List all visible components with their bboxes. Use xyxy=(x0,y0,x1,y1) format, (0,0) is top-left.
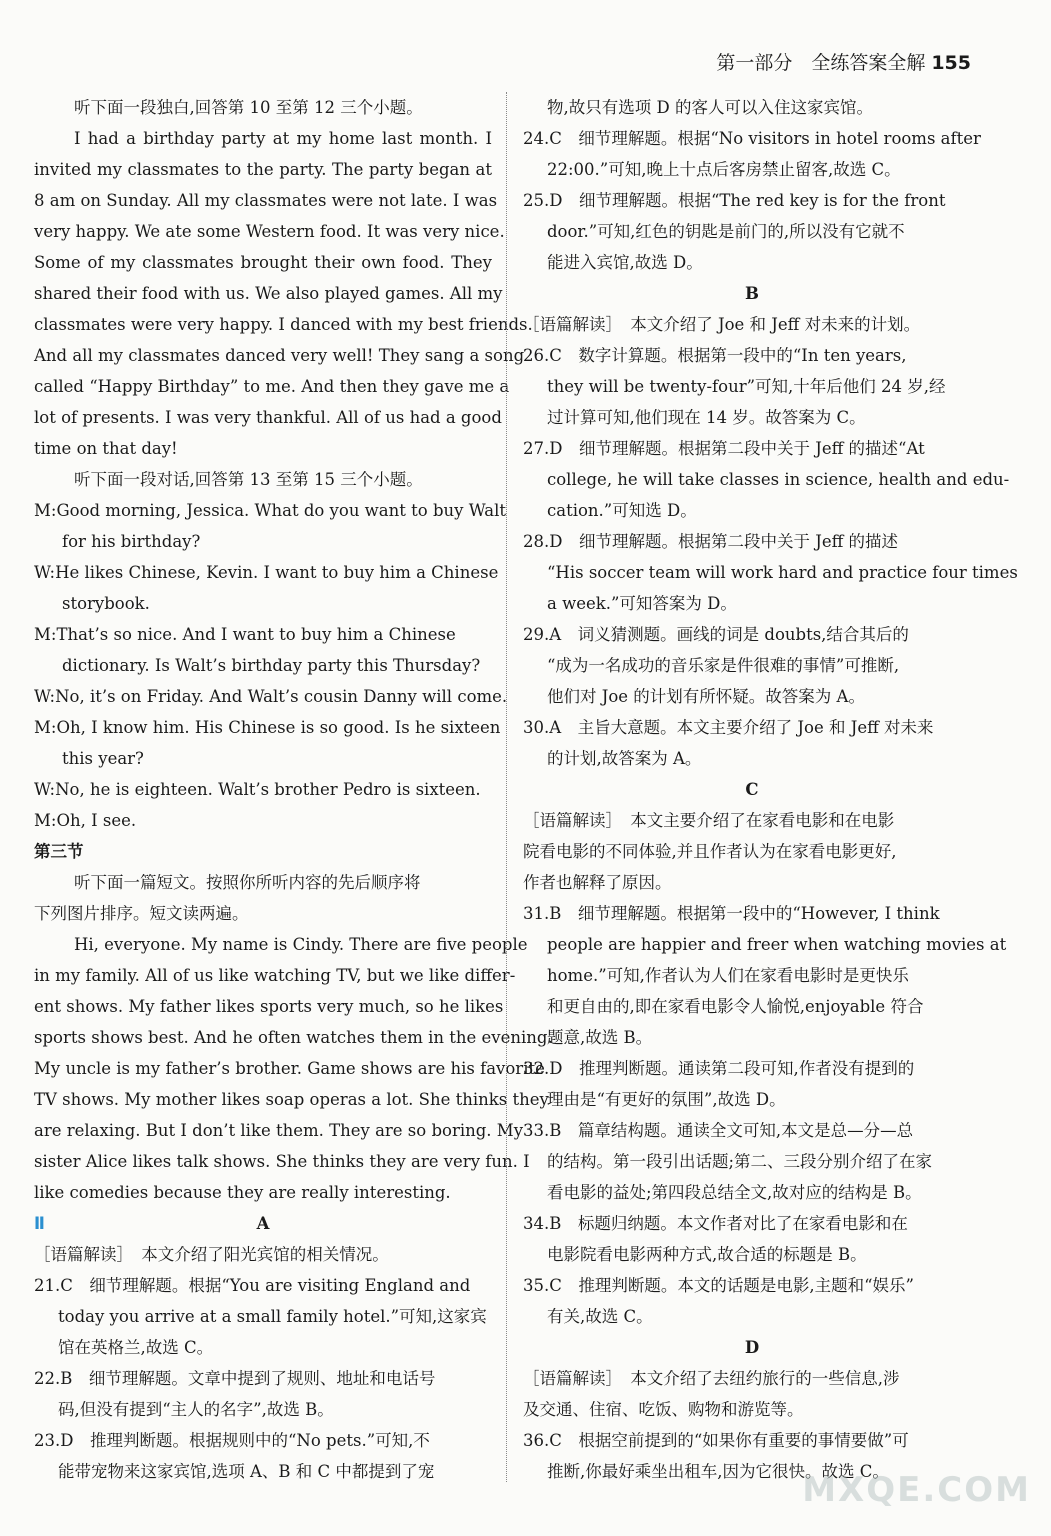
right-column xyxy=(523,92,1018,1487)
text-line xyxy=(34,1363,492,1394)
line-text: classmates were very happy. I danced with my best friends. xyxy=(34,315,533,334)
line-text: sister Alice likes talk shows. She thinks they are very fun. I xyxy=(34,1152,530,1171)
line-text: college, he will take classes in science, health and edu- xyxy=(547,470,1010,489)
text-line xyxy=(34,278,503,309)
text-line xyxy=(34,1115,524,1146)
line-text: 推断,你最好乘坐出租车,因为它很快。故选 C。 xyxy=(547,1462,889,1481)
text-line xyxy=(523,154,981,185)
text-line xyxy=(34,309,533,340)
text-line xyxy=(523,123,981,154)
text-line xyxy=(523,1022,981,1053)
text-line xyxy=(523,402,981,433)
text-line xyxy=(523,1053,981,1084)
line-text: 26.C 数字计算题。根据第一段中的“In ten years, xyxy=(523,346,907,365)
header-section: 第一部分 全练答案全解 xyxy=(716,52,926,74)
line-text: 22:00.”可知,晚上十点后客房禁止留客,故选 C。 xyxy=(547,160,901,179)
text-line xyxy=(523,1177,981,1208)
line-text: 35.C 推理判断题。本文的话题是电影,主题和“娱乐” xyxy=(523,1276,914,1295)
line-text: 的结构。第一段引出话题;第二、三段分别介绍了在家 xyxy=(547,1152,933,1171)
line-text: And all my classmates danced very well! They sang a song xyxy=(34,346,525,365)
text-line xyxy=(34,743,492,774)
text-line xyxy=(34,805,492,836)
text-line xyxy=(523,92,981,123)
text-line xyxy=(34,681,508,712)
text-line xyxy=(523,588,981,619)
line-text: 25.D 细节理解题。根据“The red key is for the front xyxy=(523,191,946,210)
line-text: “His soccer team will work hard and practice four times xyxy=(547,563,1018,582)
line-text: sports shows best. And he often watches them in the evening. xyxy=(34,1028,553,1047)
text-line xyxy=(523,898,981,929)
line-text: 听下面一段独白,回答第 10 至第 12 三个小题。 xyxy=(74,98,423,117)
line-text: 物,故只有选项 D 的客人可以入住这家宾馆。 xyxy=(547,98,873,117)
text-line xyxy=(34,371,510,402)
line-text: invited my classmates to the party. The party began at xyxy=(34,160,492,179)
text-line xyxy=(34,1301,492,1332)
text-line xyxy=(523,867,981,898)
text-line xyxy=(34,960,516,991)
line-text: in my family. All of us like watching TV, but we like differ- xyxy=(34,966,516,985)
text-line xyxy=(34,588,492,619)
text-line xyxy=(523,1363,981,1394)
line-text: dictionary. Is Walt’s birthday party this Thursday? xyxy=(62,656,481,675)
text-line xyxy=(34,464,492,495)
text-line xyxy=(523,991,981,1022)
text-line xyxy=(34,774,492,805)
text-line xyxy=(523,681,981,712)
line-text: 作者也解释了原因。 xyxy=(523,873,672,892)
text-line xyxy=(34,1084,549,1115)
text-line xyxy=(523,340,981,371)
text-line xyxy=(523,247,981,278)
line-text: 看电影的益处;第四段总结全文,故对应的结构是 B。 xyxy=(547,1183,922,1202)
text-line xyxy=(34,898,492,929)
text-line xyxy=(523,960,981,991)
line-text: 和更自由的,即在家看电影令人愉悦,enjoyable 符合 xyxy=(547,997,924,1016)
text-line xyxy=(523,557,1018,588)
text-line xyxy=(34,650,492,681)
line-text: 29.A 词义猜测题。画线的词是 doubts,结合其后的 xyxy=(523,625,909,644)
text-line xyxy=(34,92,492,123)
line-text: 8 am on Sunday. All my classmates were not late. I was xyxy=(34,191,498,210)
line-text: today you arrive at a small family hotel.”可知,这家宾 xyxy=(58,1307,487,1326)
text-line xyxy=(34,495,506,526)
line-text: 21.C 细节理解题。根据“You are visiting England and xyxy=(34,1276,471,1295)
text-line xyxy=(523,1115,981,1146)
line-text: Hi, everyone. My name is Cindy. There are five people xyxy=(74,935,528,954)
line-text: 31.B 细节理解题。根据第一段中的“However, I think xyxy=(523,904,940,923)
line-text: 听下面一段对话,回答第 13 至第 15 三个小题。 xyxy=(74,470,423,489)
text-line xyxy=(34,154,492,185)
line-text: M:That’s so nice. And I want to buy him a Chinese xyxy=(34,625,456,644)
text-line xyxy=(523,743,981,774)
text-line xyxy=(523,774,981,805)
text-line xyxy=(34,526,492,557)
line-text: A xyxy=(256,1214,270,1233)
line-text: M:Oh, I see. xyxy=(34,811,137,830)
line-text: C xyxy=(745,780,759,799)
text-line xyxy=(523,309,981,340)
text-line xyxy=(34,1456,492,1487)
line-text: W:He likes Chinese, Kevin. I want to buy him a Chinese xyxy=(34,563,499,582)
line-text: like comedies because they are really interesting. xyxy=(34,1183,451,1202)
line-text: 有关,故选 C。 xyxy=(547,1307,653,1326)
line-text: 30.A 主旨大意题。本文主要介绍了 Joe 和 Jeff 对未来 xyxy=(523,718,934,737)
line-text: ［语篇解读］ 本文介绍了阳光宾馆的相关情况。 xyxy=(34,1245,389,1264)
watermark-logo xyxy=(731,1470,1031,1528)
column-divider xyxy=(506,92,507,1482)
left-column xyxy=(34,92,553,1487)
line-text: 能进入宾馆,故选 D。 xyxy=(547,253,703,272)
line-text: home.”可知,作者认为人们在家看电影时是更快乐 xyxy=(547,966,909,985)
text-line xyxy=(34,619,492,650)
line-text: lot of presents. I was very thankful. All of us had a good xyxy=(34,408,502,427)
line-text: storybook. xyxy=(62,594,150,613)
text-line xyxy=(34,1332,492,1363)
text-line xyxy=(34,1270,492,1301)
text-line xyxy=(523,1146,981,1177)
line-text: 23.D 推理判断题。根据规则中的“No pets.”可知,不 xyxy=(34,1431,430,1450)
line-text: My uncle is my father’s brother. Game shows are his favorite xyxy=(34,1059,545,1078)
text-line xyxy=(523,712,981,743)
line-text: 他们对 Joe 的计划有所怀疑。故答案为 A。 xyxy=(547,687,865,706)
page-header xyxy=(716,48,971,75)
line-text: 馆在英格兰,故选 C。 xyxy=(58,1338,214,1357)
line-text: 能带宠物来这家宾馆,选项 A、B 和 C 中都提到了宠 xyxy=(58,1462,435,1481)
line-text: TV shows. My mother likes soap operas a lot. She thinks they xyxy=(34,1090,549,1109)
text-line xyxy=(34,247,492,278)
text-line xyxy=(523,619,981,650)
line-text: 28.D 细节理解题。根据第二段中关于 Jeff 的描述 xyxy=(523,532,899,551)
line-text: are relaxing. But I don’t like them. They are so boring. My xyxy=(34,1121,524,1140)
text-line xyxy=(523,1270,981,1301)
text-line xyxy=(523,185,981,216)
text-line xyxy=(34,1239,492,1270)
text-line xyxy=(523,836,981,867)
text-line xyxy=(34,1394,492,1425)
line-text: 33.B 篇章结构题。通读全文可知,本文是总—分—总 xyxy=(523,1121,914,1140)
line-text: called “Happy Birthday” to me. And then they gave me a xyxy=(34,377,510,396)
line-text: door.”可知,红色的钥匙是前门的,所以没有它就不 xyxy=(547,222,905,241)
text-line xyxy=(34,216,505,247)
text-line xyxy=(523,650,981,681)
line-text: very happy. We ate some Western food. It was very nice. xyxy=(34,222,505,241)
text-line xyxy=(34,867,492,898)
text-line xyxy=(34,433,492,464)
line-text: shared their food with us. We also played games. All my xyxy=(34,284,503,303)
text-line xyxy=(523,1394,981,1425)
line-text: I had a birthday party at my home last month. I xyxy=(74,129,492,148)
text-line xyxy=(34,557,499,588)
text-line xyxy=(34,185,498,216)
text-line xyxy=(34,1425,492,1456)
text-line xyxy=(34,1022,553,1053)
text-line xyxy=(523,929,1007,960)
text-line xyxy=(523,371,981,402)
line-text: Some of my classmates brought their own food. They xyxy=(34,253,492,272)
text-line xyxy=(523,1425,981,1456)
line-text: 过计算可知,他们现在 14 岁。故答案为 C。 xyxy=(547,408,866,427)
line-text: 及交通、住宿、吃饭、购物和游览等。 xyxy=(523,1400,804,1419)
text-line xyxy=(523,1084,981,1115)
line-text: 听下面一篇短文。按照你所听内容的先后顺序将 xyxy=(74,873,421,892)
line-text: 第三节 xyxy=(34,842,84,861)
text-line xyxy=(34,929,528,960)
line-text: 22.B 细节理解题。文章中提到了规则、地址和电话号 xyxy=(34,1369,436,1388)
line-text: 院看电影的不同体验,并且作者认为在家看电影更好, xyxy=(523,842,897,861)
line-text: ent shows. My father likes sports very much, so he likes xyxy=(34,997,504,1016)
text-line xyxy=(34,123,492,154)
text-line xyxy=(34,712,501,743)
section-two-icon: Ⅱ xyxy=(34,1214,45,1233)
line-text: ［语篇解读］ 本文介绍了 Joe 和 Jeff 对未来的计划。 xyxy=(523,315,921,334)
line-text: 24.C 细节理解题。根据“No visitors in hotel rooms after xyxy=(523,129,981,148)
text-line xyxy=(523,216,981,247)
text-line xyxy=(34,1177,492,1208)
line-text: cation.”可知选 D。 xyxy=(547,501,697,520)
text-line xyxy=(34,340,525,371)
text-line xyxy=(34,1146,530,1177)
watermark-text: MXQE.COM xyxy=(802,1470,1031,1510)
line-text: 32.D 推理判断题。通读第二段可知,作者没有提到的 xyxy=(523,1059,915,1078)
line-text: 27.D 细节理解题。根据第二段中关于 Jeff 的描述“At xyxy=(523,439,925,458)
line-text: “成为一名成功的音乐家是件很难的事情”可推断, xyxy=(547,656,900,675)
line-text: 码,但没有提到“主人的名字”,故选 B。 xyxy=(58,1400,334,1419)
text-line xyxy=(34,1208,492,1239)
text-line xyxy=(523,526,981,557)
line-text: 题意,故选 B。 xyxy=(547,1028,653,1047)
line-text: M:Oh, I know him. His Chinese is so good. Is he sixteen xyxy=(34,718,501,737)
text-line xyxy=(34,836,492,867)
line-text: 的计划,故答案为 A。 xyxy=(547,749,702,768)
text-line xyxy=(34,991,504,1022)
line-text: ［语篇解读］ 本文介绍了去纽约旅行的一些信息,涉 xyxy=(523,1369,900,1388)
line-text: 36.C 根据空前提到的“如果你有重要的事情要做”可 xyxy=(523,1431,909,1450)
line-text: W:No, he is eighteen. Walt’s brother Pedro is sixteen. xyxy=(34,780,481,799)
line-text: people are happier and freer when watching movies at xyxy=(547,935,1007,954)
line-text: they will be twenty-four”可知,十年后他们 24 岁,经 xyxy=(547,377,946,396)
line-text: time on that day! xyxy=(34,439,178,458)
page-number: 155 xyxy=(931,52,971,74)
line-text: a week.”可知答案为 D。 xyxy=(547,594,737,613)
line-text: 下列图片排序。短文读两遍。 xyxy=(34,904,249,923)
text-line xyxy=(523,495,981,526)
line-text: D xyxy=(744,1338,760,1357)
text-line xyxy=(523,805,981,836)
text-line xyxy=(523,1332,981,1363)
line-text: 理由是“有更好的氛围”,故选 D。 xyxy=(547,1090,786,1109)
line-text: 34.B 标题归纳题。本文作者对比了在家看电影和在 xyxy=(523,1214,908,1233)
line-text: W:No, it’s on Friday. And Walt’s cousin Danny will come. xyxy=(34,687,508,706)
text-line xyxy=(523,1208,981,1239)
line-text: ［语篇解读］ 本文主要介绍了在家看电影和在电影 xyxy=(523,811,895,830)
text-line xyxy=(523,1239,981,1270)
text-line xyxy=(34,402,502,433)
text-line xyxy=(523,278,981,309)
line-text: this year? xyxy=(62,749,144,768)
text-line xyxy=(523,433,981,464)
line-text: 电影院看电影两种方式,故合适的标题是 B。 xyxy=(547,1245,867,1264)
text-line xyxy=(523,1301,981,1332)
text-line xyxy=(523,464,1010,495)
text-line xyxy=(34,1053,545,1084)
line-text: M:Good morning, Jessica. What do you want to buy Walt xyxy=(34,501,506,520)
line-text: B xyxy=(745,284,759,303)
line-text: for his birthday? xyxy=(62,532,201,551)
